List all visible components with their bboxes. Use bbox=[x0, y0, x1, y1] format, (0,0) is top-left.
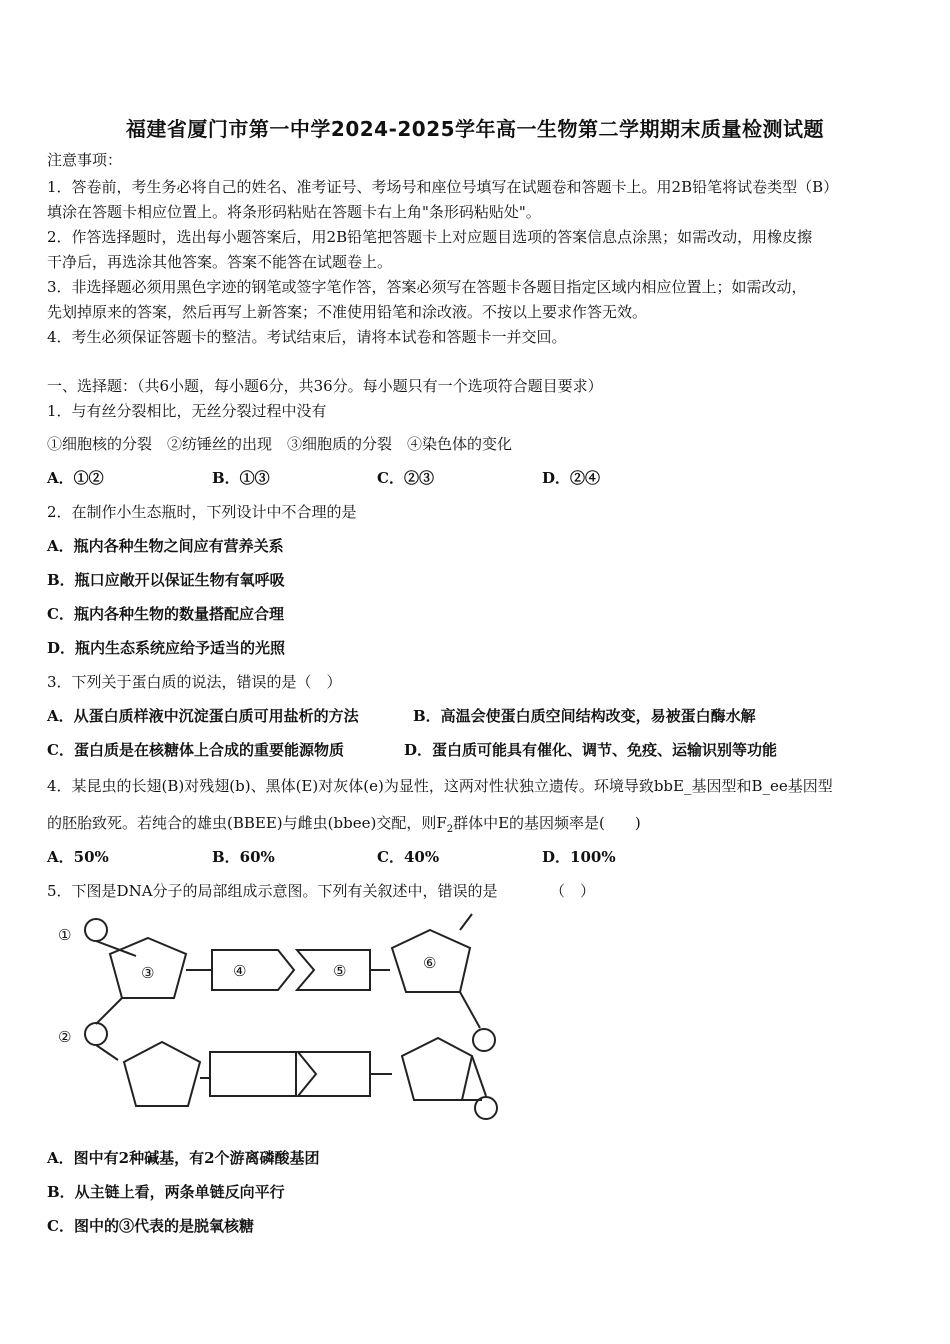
notice-line: 2．作答选择题时，选出每小题答案后，用2B铅笔把答题卡上对应题目选项的答案信息点涂黑；如需改动，用橡皮擦 bbox=[47, 228, 813, 246]
phosphate-circle bbox=[85, 1023, 107, 1045]
label-2: ② bbox=[58, 1028, 72, 1046]
label-6: ⑥ bbox=[423, 954, 437, 972]
label-1: ① bbox=[58, 926, 72, 944]
page-title: 福建省厦门市第一中学2024-2025学年高一生物第二学期期末质量检测试题 bbox=[125, 117, 825, 141]
question-4-stem-line1: 4．某昆虫的长翅(B)对残翅(b)、黑体(E)对灰体(e)为显性，这两对性状独立遗传。环境导致bbE_基因型和B_ee基因型 bbox=[47, 777, 833, 795]
base-notch-block bbox=[298, 1052, 370, 1096]
option-d: D．瓶内生态系统应给予适当的光照 bbox=[47, 639, 286, 657]
stem-part: 的胚胎致死。若纯合的雄虫(BBEE)与雌虫(bbee)交配，则F bbox=[47, 814, 447, 832]
option-c: C．②③ bbox=[377, 469, 434, 487]
option-b: B．高温会使蛋白质空间结构改变，易被蛋白酶水解 bbox=[413, 707, 756, 725]
option-a: A．50% bbox=[47, 848, 109, 866]
question-5-stem: 5．下图是DNA分子的局部组成示意图。下列有关叙述中，错误的是 （ ） bbox=[47, 882, 596, 900]
phosphate-circle bbox=[475, 1097, 497, 1119]
deoxyribose-pentagon bbox=[402, 1038, 472, 1100]
phosphate-circle bbox=[85, 919, 107, 941]
notice-line: 先划掉原来的答案，然后再写上新答案；不准使用铅笔和涂改液。不按以上要求作答无效。 bbox=[47, 303, 648, 321]
option-d: D．蛋白质可能具有催化、调节、免疫、运输识别等功能 bbox=[404, 741, 778, 759]
question-1-stem: 1．与有丝分裂相比，无丝分裂过程中没有 bbox=[47, 402, 327, 420]
option-c: C．瓶内各种生物的数量搭配应合理 bbox=[47, 605, 284, 623]
option-a: A．瓶内各种生物之间应有营养关系 bbox=[47, 537, 284, 555]
question-2-stem: 2．在制作小生态瓶时，下列设计中不合理的是 bbox=[47, 503, 357, 521]
option-d: D．100% bbox=[542, 848, 616, 866]
subscript: 2 bbox=[446, 824, 454, 835]
option-b: B．①③ bbox=[212, 469, 270, 487]
option-a: A．从蛋白质样液中沉淀蛋白质可用盐析的方法 bbox=[47, 707, 359, 725]
phosphate-circle bbox=[473, 1029, 495, 1051]
question-1-items: ①细胞核的分裂 ②纺锤丝的出现 ③细胞质的分裂 ④染色体的变化 bbox=[47, 435, 513, 453]
deoxyribose-pentagon bbox=[124, 1042, 200, 1106]
notice-line: 3．非选择题必须用黑色字迹的钢笔或签字笔作答，答案必须写在答题卡各题目指定区域内相应位置上；如需改动， bbox=[47, 278, 807, 296]
option-c: C．图中的③代表的是脱氧核糖 bbox=[47, 1217, 254, 1235]
option-b: B．从主链上看，两条单链反向平行 bbox=[47, 1183, 285, 1201]
question-4-stem-line2 bbox=[47, 813, 641, 840]
label-4: ④ bbox=[233, 962, 247, 980]
notice-line: 1．答卷前，考生务必将自己的姓名、准考证号、考场号和座位号填写在试题卷和答题卡上。用2B铅笔将试卷类型（B） bbox=[47, 178, 839, 196]
option-c: C．40% bbox=[377, 848, 440, 866]
notice-line: 填涂在答题卡相应位置上。将条形码粘贴在答题卡右上角"条形码粘贴处"。 bbox=[47, 203, 541, 221]
notice-line: 干净后，再选涂其他答案。答案不能答在试题卷上。 bbox=[47, 253, 393, 271]
option-a: A．①② bbox=[47, 469, 104, 487]
option-a: A．图中有2种碱基，有2个游离磷酸基团 bbox=[47, 1149, 320, 1167]
label-3: ③ bbox=[141, 964, 155, 982]
option-d: D．②④ bbox=[542, 469, 601, 487]
option-b: B．60% bbox=[212, 848, 275, 866]
section-heading: 一、选择题：（共6小题，每小题6分，共36分。每小题只有一个选项符合题目要求） bbox=[47, 377, 603, 395]
notice-heading: 注意事项： bbox=[47, 151, 123, 169]
base-arrow-block bbox=[212, 950, 294, 990]
option-b: B．瓶口应敞开以保证生物有氧呼吸 bbox=[47, 571, 285, 589]
dna-diagram bbox=[40, 910, 520, 1130]
stem-part: 群体中E的基因频率是( ) bbox=[453, 814, 641, 832]
base-rect-block bbox=[210, 1052, 296, 1096]
question-3-stem: 3．下列关于蛋白质的说法，错误的是（ ） bbox=[47, 673, 342, 691]
label-5: ⑤ bbox=[333, 962, 347, 980]
option-c: C．蛋白质是在核糖体上合成的重要能源物质 bbox=[47, 741, 344, 759]
notice-line: 4．考生必须保证答题卡的整洁。考试结束后，请将本试卷和答题卡一并交回。 bbox=[47, 328, 567, 346]
